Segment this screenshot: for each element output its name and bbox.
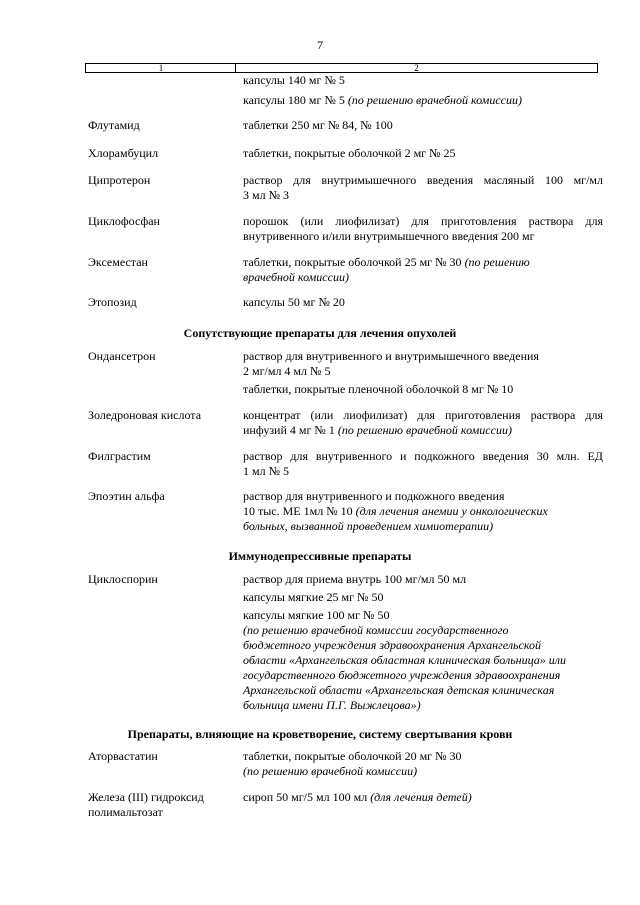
drug-name: Флутамид	[88, 118, 140, 132]
section-heading: Сопутствующие препараты для лечения опухолей	[183, 326, 457, 340]
form-line: порошок (или лиофилизат) для приготовления раствора для	[243, 214, 603, 228]
page-number: 7	[317, 38, 323, 52]
form-line: таблетки, покрытые оболочкой 20 мг № 30	[243, 749, 462, 763]
drug-name: Эпоэтин альфа	[88, 489, 165, 503]
form-note: Архангельской области «Архангельская детская клиническая	[243, 683, 555, 697]
table-header	[85, 63, 598, 73]
form-note: больных, вызванной проведением химиотерапии)	[243, 519, 494, 533]
form-note: (по решению врачебной комиссии государственного	[243, 623, 509, 637]
form-note: больница имени П.Г. Выжлецова»)	[243, 698, 421, 712]
column-1-number: 1	[158, 63, 164, 73]
form-line: раствор для внутривенного и внутримышечного введения	[243, 349, 539, 363]
drug-forms	[243, 173, 603, 203]
form-line: инфузий 4 мг № 1 (по решению врачебной комиссии)	[243, 423, 512, 437]
form-line: капсулы 180 мг № 5 (по решению врачебной комиссии)	[243, 93, 522, 107]
drug-name: Ондансетрон	[88, 349, 156, 363]
drug-name: Аторвастатин	[88, 749, 158, 763]
drug-forms	[243, 255, 603, 285]
form-line: 2 мг/мл 4 мл № 5	[243, 364, 331, 378]
drug-forms	[243, 349, 603, 397]
section-heading: Иммунодепрессивные препараты	[228, 549, 412, 563]
form-line: таблетки 250 мг № 84, № 100	[243, 118, 393, 132]
drug-name: Циклоспорин	[88, 572, 158, 586]
drug-forms	[243, 73, 603, 108]
drug-forms	[243, 790, 603, 805]
drug-name: Эксеместан	[88, 255, 148, 269]
form-line: концентрат (или лиофилизат) для приготовления раствора для	[243, 408, 603, 422]
form-note: врачебной комиссии)	[243, 270, 349, 284]
drug-name: Этопозид	[88, 295, 137, 309]
form-line: раствор для приема внутрь 100 мг/мл 50 мл	[243, 572, 467, 586]
form-line: капсулы мягкие 25 мг № 50	[243, 590, 384, 604]
column-2-number: 2	[414, 63, 419, 73]
drug-forms	[243, 749, 603, 779]
form-note: государственного бюджетного учреждения здравоохранения	[243, 668, 561, 682]
drug-forms	[243, 295, 603, 310]
form-line: 1 мл № 5	[243, 464, 290, 478]
drug-name: Золедроновая кислота	[88, 408, 202, 422]
drug-forms	[243, 146, 603, 161]
form-line: капсулы 50 мг № 20	[243, 295, 345, 309]
form-line: 3 мл № 3	[243, 188, 290, 202]
drug-forms	[243, 489, 603, 534]
drug-forms	[243, 408, 603, 438]
form-line: таблетки, покрытые оболочкой 2 мг № 25	[243, 146, 456, 160]
section-heading: Препараты, влияющие на кроветворение, систему свертывания крови	[127, 727, 513, 741]
form-note: бюджетного учреждения здравоохранения Архангельской	[243, 638, 541, 652]
form-line: внутривенного и/или внутримышечного введения 200 мг	[243, 229, 535, 243]
form-line: раствор для внутривенного и подкожного введения	[243, 489, 505, 503]
form-note: области «Архангельская областная клиническая больница» или	[243, 653, 567, 667]
form-note: (по решению врачебной комиссии)	[243, 764, 418, 778]
drug-name: Хлорамбуцил	[88, 146, 159, 160]
form-line: 10 тыс. МЕ 1мл № 10 (для лечения анемии у онкологических	[243, 504, 548, 518]
form-line: капсулы мягкие 100 мг № 50	[243, 608, 390, 622]
form-line: раствор для внутримышечного введения масляный 100 мг/мл	[243, 173, 603, 187]
drug-name: Циклофосфан	[88, 214, 160, 228]
drug-forms	[243, 449, 603, 479]
drug-forms	[243, 214, 603, 244]
drug-name: Железа (III) гидроксид полимальтозат	[88, 790, 204, 819]
drug-forms	[243, 572, 603, 713]
drug-name: Филграстим	[88, 449, 151, 463]
form-line: таблетки, покрытые оболочкой 25 мг № 30 (по решению	[243, 255, 530, 269]
form-line: раствор для внутривенного и подкожного введения 30 млн. ЕД	[243, 449, 603, 463]
drug-forms	[243, 118, 603, 133]
form-line: сироп 50 мг/5 мл 100 мл (для лечения детей)	[243, 790, 472, 804]
drug-name: Ципротерон	[88, 173, 151, 187]
form-line: таблетки, покрытые пленочной оболочкой 8 мг № 10	[243, 382, 514, 396]
form-line: капсулы 140 мг № 5	[243, 73, 345, 87]
